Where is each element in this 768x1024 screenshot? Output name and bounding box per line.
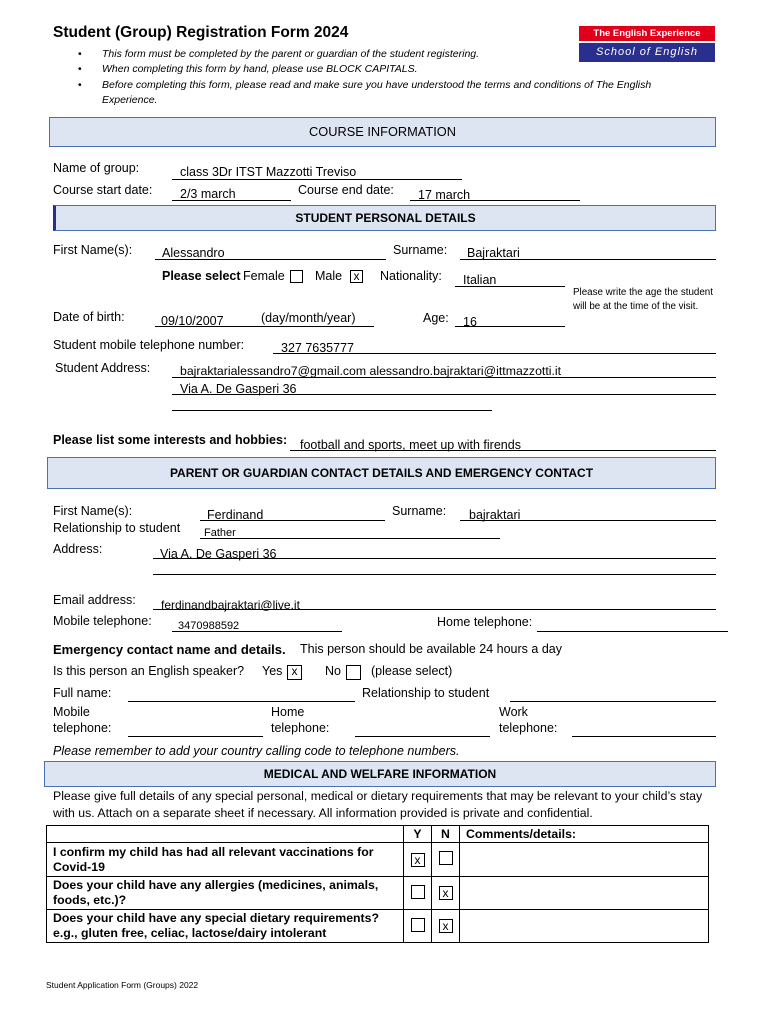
- parent-email-line: [153, 609, 716, 610]
- parent-first-name-label: First Name(s):: [53, 504, 133, 518]
- emergency-home-label-2: telephone:: [271, 721, 330, 735]
- emergency-mobile-line[interactable]: [128, 736, 263, 737]
- allergies-comments[interactable]: [460, 877, 709, 910]
- table-header-row: [47, 826, 709, 843]
- parent-relationship-value[interactable]: Father: [204, 527, 236, 539]
- parent-first-name-line: [200, 520, 385, 521]
- instructions-list: [78, 47, 702, 108]
- parent-home-label: Home telephone:: [437, 615, 533, 629]
- logo-top: The English Experience: [579, 26, 715, 41]
- parent-address-label: Address:: [53, 542, 103, 556]
- student-address-line2-rule: [172, 394, 716, 395]
- blank-header-cell: [47, 826, 404, 843]
- student-address-label: Student Address:: [55, 361, 151, 375]
- dob-line: [155, 326, 374, 327]
- age-line: [455, 326, 565, 327]
- table-row: [47, 877, 709, 910]
- allergies-no-cell: [432, 877, 460, 910]
- parent-relationship-label: Relationship to student: [53, 521, 181, 535]
- please-select-note: (please select): [371, 664, 453, 678]
- nationality-label: Nationality:: [380, 269, 442, 283]
- vaccinations-yes-checkbox[interactable]: x: [411, 853, 425, 867]
- parent-surname-label: Surname:: [392, 504, 447, 518]
- page-title: Student (Group) Registration Form 2024: [53, 24, 349, 41]
- student-first-name-label: First Name(s):: [53, 243, 133, 257]
- emergency-mobile-label-1: Mobile: [53, 705, 90, 719]
- instruction-item: • Before completing this form, please read and make sure you have understood the terms and conditions of The English Experience.: [78, 78, 682, 109]
- student-mobile-line: [273, 353, 716, 354]
- parent-mobile-label: Mobile telephone:: [53, 614, 152, 628]
- dietary-yes-checkbox[interactable]: [411, 918, 425, 932]
- student-address-line1[interactable]: bajraktarialessandro7@gmail.com alessandro.bajraktari@ittmazzotti.it: [180, 364, 562, 378]
- allergies-no-checkbox[interactable]: x: [439, 886, 453, 900]
- parent-address-line1: [153, 558, 716, 559]
- parent-address-line2: [153, 574, 716, 575]
- emergency-work-label-2: telephone:: [499, 721, 558, 735]
- group-name-line: [172, 179, 462, 180]
- page-footer: Student Application Form (Groups) 2022: [46, 980, 199, 990]
- question-allergies: Does your child have any allergies (medicines, animals, foods, etc.)?: [47, 877, 404, 910]
- student-surname-value[interactable]: Bajraktari: [467, 246, 520, 260]
- dietary-no-cell: [432, 910, 460, 943]
- emergency-fullname-line[interactable]: [128, 701, 355, 702]
- col-comments-header: Comments/details:: [460, 826, 709, 843]
- emergency-work-line[interactable]: [572, 736, 716, 737]
- male-checkbox[interactable]: x: [350, 270, 363, 283]
- instruction-item: • When completing this form by hand, please use BLOCK CAPITALS.: [78, 62, 702, 77]
- gender-select-label: Please select: [162, 269, 241, 283]
- course-end-label: Course end date:: [298, 183, 394, 197]
- emergency-work-label-1: Work: [499, 705, 528, 719]
- medical-header: MEDICAL AND WELFARE INFORMATION: [44, 761, 716, 787]
- parent-mobile-line: [172, 631, 342, 632]
- course-end-value[interactable]: 17 march: [418, 188, 471, 202]
- dietary-no-checkbox[interactable]: x: [439, 919, 453, 933]
- course-start-value[interactable]: 2/3 march: [180, 187, 236, 201]
- medical-table: [46, 825, 709, 943]
- emergency-relationship-label: Relationship to student: [362, 686, 490, 700]
- female-checkbox[interactable]: [290, 270, 303, 283]
- english-yes-label: Yes: [262, 664, 283, 678]
- hobbies-value[interactable]: football and sports, meet up with firends: [300, 438, 521, 452]
- english-speaker-question: Is this person an English speaker?: [53, 664, 245, 678]
- course-info-header: COURSE INFORMATION: [49, 117, 716, 147]
- male-label: Male: [315, 269, 343, 283]
- parent-email-value[interactable]: ferdinandbajraktari@live.it: [161, 598, 300, 612]
- age-value[interactable]: 16: [463, 315, 477, 329]
- dob-value[interactable]: 09/10/2007: [161, 314, 224, 328]
- emergency-fullname-label: Full name:: [53, 686, 112, 700]
- nationality-value[interactable]: Italian: [463, 273, 497, 287]
- emergency-home-label-1: Home: [271, 705, 305, 719]
- vaccinations-yes-cell: [404, 843, 432, 877]
- parent-email-label: Email address:: [53, 593, 136, 607]
- col-n-header: N: [432, 826, 460, 843]
- nationality-line: [455, 286, 565, 287]
- student-address-line1-rule: [172, 377, 716, 378]
- parent-address-value[interactable]: Via A. De Gasperi 36: [160, 547, 277, 561]
- emergency-note: This person should be available 24 hours a day: [300, 642, 562, 656]
- student-details-header: STUDENT PERSONAL DETAILS: [53, 205, 716, 231]
- parent-relationship-line: [200, 538, 500, 539]
- medical-intro: Please give full details of any special personal, medical or dietary requirements that may be relevant to your child’s stay with us. Attach on a separate sheet if necessary. All information provided is private and confidential.: [53, 789, 703, 820]
- dietary-comments[interactable]: [460, 910, 709, 943]
- english-yes-checkbox[interactable]: x: [287, 665, 302, 680]
- course-start-line: [172, 200, 291, 201]
- instruction-item: • This form must be completed by the parent or guardian of the student registering.: [78, 47, 702, 62]
- hobbies-line: [290, 450, 716, 451]
- question-vaccinations: I confirm my child has had all relevant vaccinations for Covid-19: [47, 843, 404, 877]
- student-surname-line: [460, 259, 716, 260]
- course-end-line: [410, 200, 580, 201]
- vaccinations-no-cell: [432, 843, 460, 877]
- parent-surname-value[interactable]: bajraktari: [469, 508, 521, 522]
- age-label: Age:: [423, 311, 449, 325]
- female-label: Female: [243, 269, 285, 283]
- course-start-label: Course start date:: [53, 183, 153, 197]
- parent-surname-line: [460, 520, 716, 521]
- table-row: [47, 843, 709, 877]
- student-mobile-label: Student mobile telephone number:: [53, 338, 245, 352]
- group-name-label: Name of group:: [53, 161, 140, 175]
- allergies-yes-cell: [404, 877, 432, 910]
- emergency-heading: Emergency contact name and details.: [53, 642, 286, 657]
- emergency-relationship-line[interactable]: [510, 701, 716, 702]
- dob-label: Date of birth:: [53, 310, 125, 324]
- emergency-home-line[interactable]: [355, 736, 490, 737]
- english-no-label: No: [325, 664, 341, 678]
- student-address-line2[interactable]: Via A. De Gasperi 36: [180, 382, 297, 396]
- hobbies-label: Please list some interests and hobbies:: [53, 433, 288, 447]
- dob-format: (day/month/year): [261, 311, 356, 325]
- student-address-line3-rule: [172, 410, 492, 411]
- logo-bottom: School of English: [579, 43, 715, 62]
- allergies-yes-checkbox[interactable]: [411, 885, 425, 899]
- parent-details-header: PARENT OR GUARDIAN CONTACT DETAILS AND EMERGENCY CONTACT: [47, 457, 716, 489]
- col-y-header: Y: [404, 826, 432, 843]
- student-surname-label: Surname:: [393, 243, 448, 257]
- parent-home-line: [537, 631, 728, 632]
- vaccinations-no-checkbox[interactable]: [439, 851, 453, 865]
- parent-mobile-value[interactable]: 3470988592: [178, 620, 240, 632]
- question-dietary: Does your child have any special dietary requirements? e.g., gluten free, celiac, lactose/dairy intolerant: [47, 910, 404, 943]
- parent-first-name-value[interactable]: Ferdinand: [207, 508, 264, 522]
- emergency-mobile-label-2: telephone:: [53, 721, 112, 735]
- table-row: [47, 910, 709, 943]
- student-first-name-line: [155, 259, 386, 260]
- dietary-yes-cell: [404, 910, 432, 943]
- calling-code-reminder: Please remember to add your country calling code to telephone numbers.: [53, 744, 460, 758]
- english-no-checkbox[interactable]: [346, 665, 361, 680]
- age-note: Please write the age the student will be at the time of the visit.: [573, 287, 713, 312]
- group-name-value[interactable]: class 3Dr ITST Mazzotti Treviso: [180, 165, 357, 179]
- vaccinations-comments[interactable]: [460, 843, 709, 877]
- student-mobile-value[interactable]: 327 7635777: [281, 341, 354, 355]
- student-first-name-value[interactable]: Alessandro: [162, 246, 225, 260]
